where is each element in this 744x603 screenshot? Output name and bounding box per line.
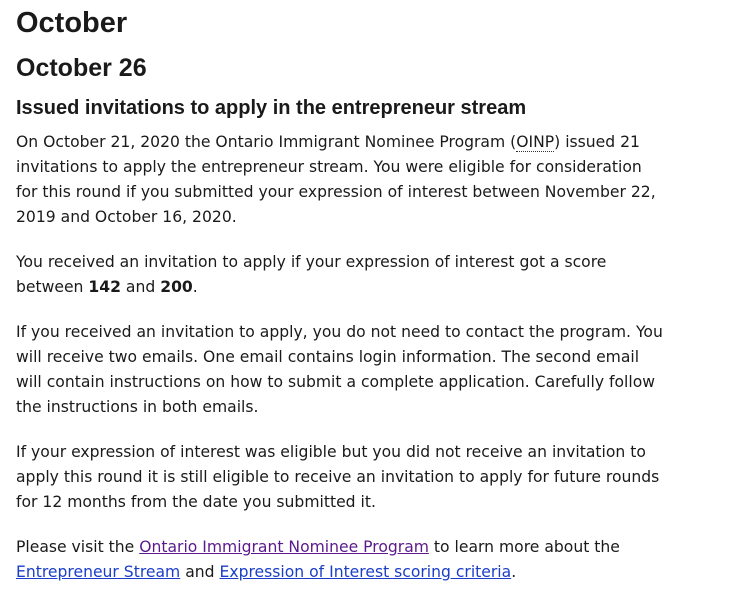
score-low: 142	[88, 278, 121, 296]
invitation-summary-paragraph	[16, 130, 666, 230]
score-range-paragraph	[16, 250, 666, 300]
oinp-link[interactable]: Ontario Immigrant Nominee Program	[139, 538, 429, 556]
para5-text-before: Please visit the	[16, 538, 140, 556]
para5-text-after: .	[511, 563, 517, 581]
next-steps-paragraph: If you received an invitation to apply, you do not need to contact the program. You will receive two emails. One email contains login information. The second email will contain instructions on how to submit a complete application. Carefully follow the instructions in both emails.	[16, 323, 663, 416]
month-heading: October	[16, 7, 128, 39]
para2-text-middle: and	[120, 278, 161, 296]
entrepreneur-stream-link[interactable]: Entrepreneur Stream	[16, 563, 181, 581]
para2-text-after: .	[192, 278, 198, 296]
learn-more-paragraph	[16, 535, 666, 585]
eligibility-paragraph: If your expression of interest was eligible but you did not receive an invitation to apply this round it is still eligible to receive an invitation to apply for future rounds for 12 months from the date you submitted it.	[16, 443, 660, 511]
date-heading: October 26	[16, 54, 147, 82]
oinp-abbreviation: OINP	[516, 133, 555, 151]
section-heading: Issued invitations to apply in the entrepreneur stream	[16, 97, 527, 119]
para5-text-middle2: and	[180, 563, 220, 581]
para1-text-before: On October 21, 2020 the Ontario Immigrant Nominee Program (	[16, 133, 517, 151]
score-high: 200	[160, 278, 193, 296]
scoring-criteria-link[interactable]: Expression of Interest scoring criteria	[219, 563, 512, 581]
para1-text-after: ) issued 21 invitations to apply the entrepreneur stream. You were eligible for consideration for this round if you submitted your expression of interest between November 22, 2019 and October 16, 2020.	[16, 133, 656, 226]
para5-text-middle1: to learn more about the	[428, 538, 620, 556]
para2-text-before: You received an invitation to apply if your expression of interest got a score between	[16, 253, 607, 296]
